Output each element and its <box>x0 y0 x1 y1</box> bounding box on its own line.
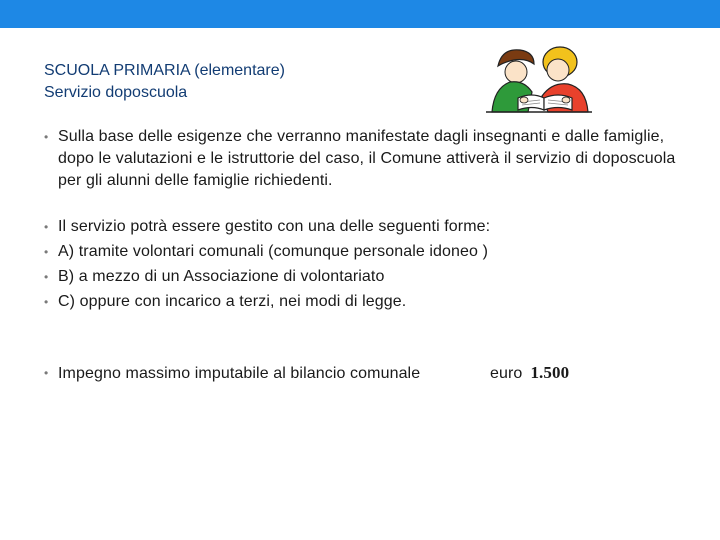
cost-label: Impegno massimo imputabile al bilancio comunale <box>58 365 421 382</box>
top-accent-bar <box>0 0 720 28</box>
title-line-1: SCUOLA PRIMARIA (elementare) <box>44 62 285 79</box>
slide-title <box>44 60 285 104</box>
cost-amount: 1.500 <box>530 363 570 382</box>
content-body <box>44 126 684 385</box>
cost-bullet <box>44 362 684 385</box>
forms-bullet-b: • B) a mezzo di un Associazione di volontariato <box>44 266 684 288</box>
title-line-2: Servizio doposcuola <box>44 84 188 101</box>
cost-currency: euro <box>490 365 523 382</box>
forms-bullet-intro: • Il servizio potrà essere gestito con una delle seguenti forme: <box>44 216 684 238</box>
children-reading-book-icon <box>484 26 594 114</box>
forms-bullet-c: • C) oppure con incarico a terzi, nei modi di legge. <box>44 291 684 313</box>
intro-bullet: • Sulla base delle esigenze che verranno manifestate dagli insegnanti e dalle famiglie, dopo le valutazioni e le istruttorie del caso, il Comune attiverà il servizio di doposcuola per gli alunni delle famiglie richiedenti. <box>44 126 684 192</box>
forms-bullet-a: • A) tramite volontari comunali (comunque personale idoneo ) <box>44 241 684 263</box>
